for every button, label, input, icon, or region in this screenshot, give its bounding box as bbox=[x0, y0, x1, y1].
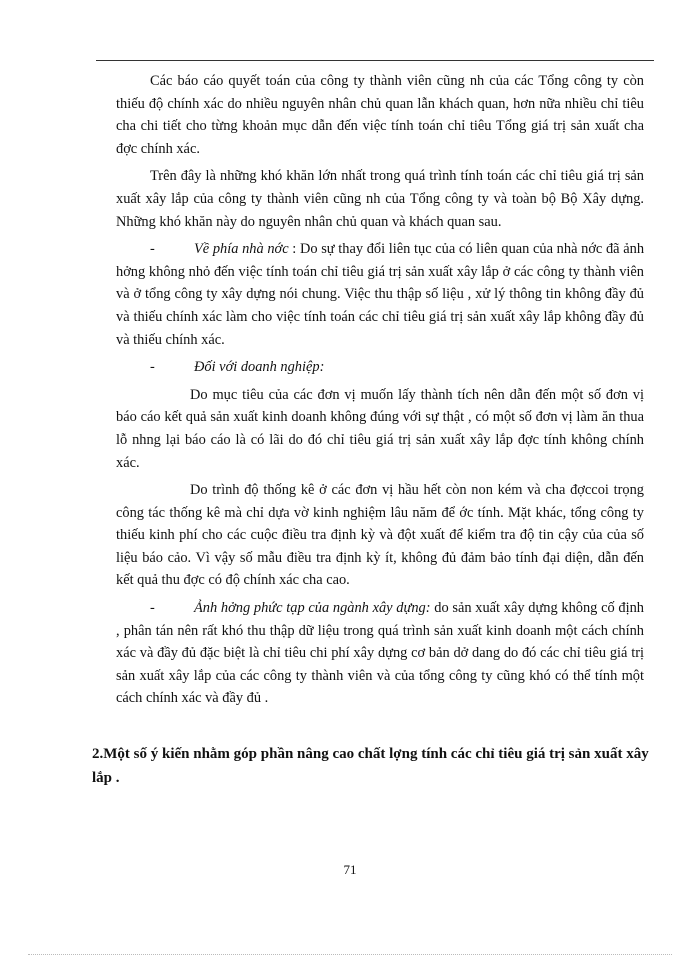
bullet-dash: - bbox=[150, 359, 155, 376]
bullet-dash: - bbox=[150, 241, 155, 258]
paragraph-state bbox=[116, 238, 644, 351]
paragraph-enterprise-2: Do trình độ thống kê ở các đơn vị hầu hết còn non kém và cha đợccoi trọng công tác thống kê mà chỉ dựa vờ kinh nghiệm lâu năm để ớc tính. Mặt khác, tổng công ty thiếu kinh phí cho các cuộc điều tra định kỳ và đột xuất để kiểm tra độ tin cậy của của số liệu báo cảo. Vì vậy số mẫu điều tra định kỳ ít, không đủ đảm bảo tính đại diện, dẫn đến kết quả thu đợc có độ chính xác cha cao. bbox=[116, 482, 644, 589]
lead-enterprise: Đối với doanh nghiệp: bbox=[194, 359, 325, 376]
page-number: 71 bbox=[343, 862, 357, 877]
bullet-dash: - bbox=[150, 600, 155, 617]
lead-state: Về phía nhà nớc bbox=[194, 241, 289, 258]
header-rule bbox=[96, 60, 654, 61]
body-text bbox=[116, 70, 644, 715]
section-heading: 2.Một số ý kiến nhằm góp phần nâng cao chất lợng tính các chỉ tiêu giá trị sản xuất xây lắp . bbox=[92, 746, 649, 786]
paragraph-state-text: : Do sự thay đổi liên tục của có liên quan của nhà nớc đã ảnh hởng không nhỏ đến việc tính toán chỉ tiêu giá trị sản xuất xây lắp ở các công ty thành viên và ở tổng công ty xây dựng nói chung. Việc thu thập số liệu , xử lý thông tin không đầy đủ và thiếu chính xác làm cho việc tính toán các chỉ tiêu giá trị sản xuất xây lắp không đầy đủ và thiếu chính xác. bbox=[116, 241, 645, 348]
paragraph-industry-text: do sản xuất xây dựng không cố định , phân tán nên rất khó thu thập dữ liệu trong quá trình sản xuất kinh doanh một cách chính xác và đầy đủ đặc biệt là chỉ tiêu chi phí xây dựng cơ bản dở dang do đó các chỉ tiêu giá trị sản xuất xây lắp của các công ty thành viên và của tổng công ty cũng khó có thể tính một cách chính xác và đầy đủ . bbox=[116, 600, 644, 707]
lead-industry: Ảnh hởng phức tạp của ngành xây dựng: bbox=[194, 600, 431, 617]
paragraph-enterprise-lead bbox=[116, 356, 644, 379]
page-bottom-edge bbox=[28, 954, 672, 955]
paragraph-2: Trên đây là những khó khăn lớn nhất trong quá trình tính toán các chỉ tiêu giá trị sản xuất xây lắp của công ty thành viên cũng nh của Tổng công ty và toàn bộ Bộ Xây dựng. Những khó khăn này do nguyên nhân chủ quan và khách quan sau. bbox=[116, 168, 644, 230]
paragraph-enterprise-1: Do mục tiêu của các đơn vị muốn lấy thành tích nên dẫn đến một số đơn vị báo cáo kết quả sản xuất kinh doanh không đúng với sự thật , có một số đơn vị làm ăn thua lỗ nhng lại báo cáo là có lãi do đó chỉ tiêu giá trị sản xuất xây lắp đợc tính không chính xác. bbox=[116, 386, 644, 471]
paragraph-1: Các báo cáo quyết toán của công ty thành viên cũng nh của các Tổng công ty còn thiếu độ chính xác do nhiều nguyên nhân chủ quan lẫn khách quan, hơn nữa nhiều chỉ tiêu cha chi tiết cho từng khoản mục dẫn đến việc tính toán chỉ tiêu Tổng giá trị sản xuất cha đợc chính xác. bbox=[116, 73, 644, 157]
paragraph-industry bbox=[116, 597, 644, 710]
